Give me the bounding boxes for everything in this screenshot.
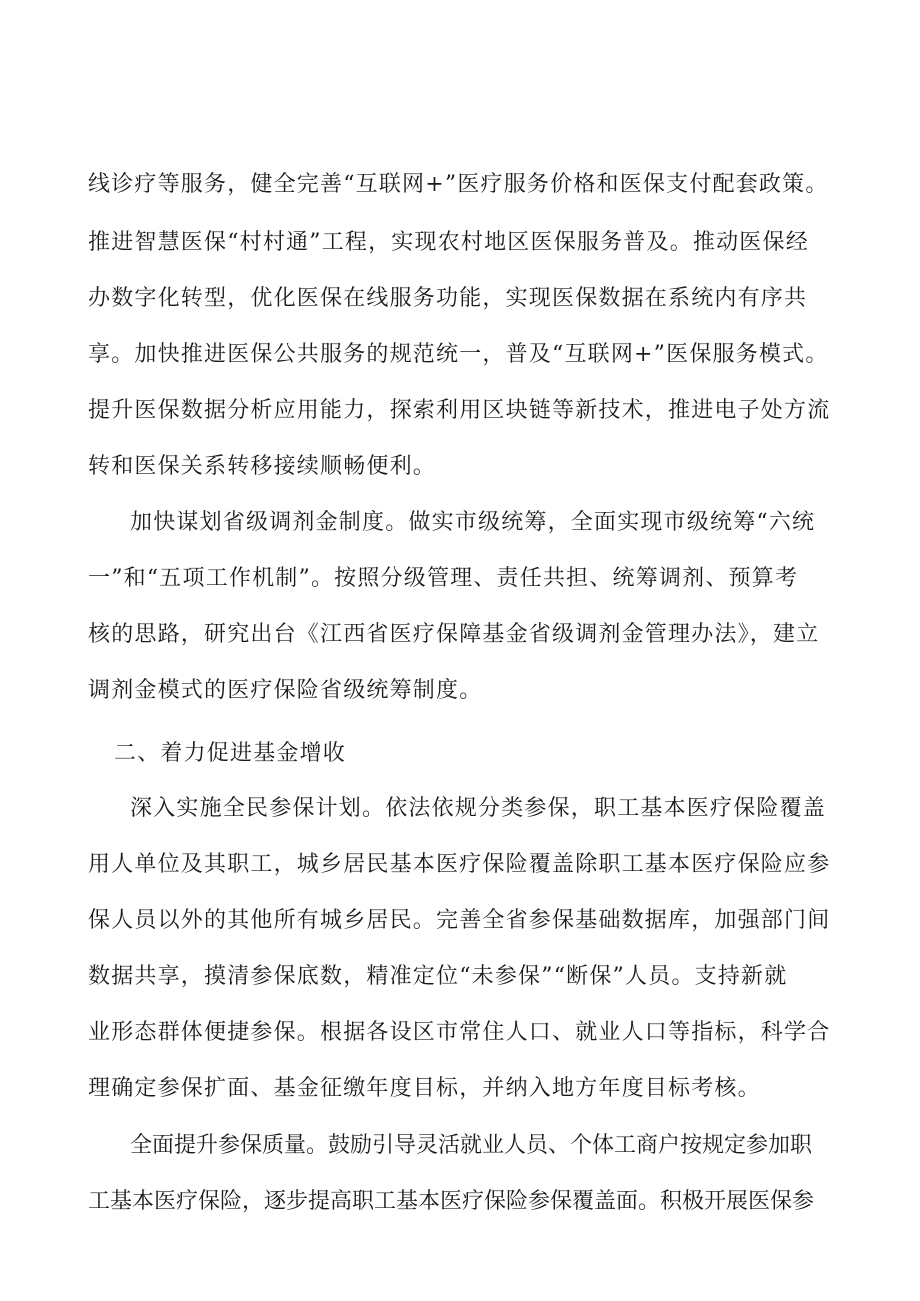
paragraph-line: 保人员以外的其他所有城乡居民。完善全省参保基础数据库，加强部门间 (88, 908, 831, 933)
paragraph-line: 全面提升参保质量。鼓励引导灵活就业人员、个体工商户按规定参加职 (130, 1133, 813, 1158)
paragraph-line: 加快谋划省级调剂金制度。做实市级统筹，全面实现市级统筹“六统 (130, 510, 816, 535)
paragraph-line: 用人单位及其职工，城乡居民基本医疗保险覆盖除职工基本医疗保险应参 (88, 852, 831, 877)
paragraph-line: 办数字化转型，优化医保在线服务功能，实现医保数据在系统内有序共 (88, 286, 808, 311)
paragraph-line: 提升医保数据分析应用能力，探索利用区块链等新技术，推进电子处方流 (88, 398, 831, 423)
paragraph-line: 核的思路，研究出台《江西省医疗保障基金省级调剂金管理办法》，建立 (88, 622, 820, 647)
paragraph-line: 业形态群体便捷参保。根据各设区市常住人口、就业人口等指标，科学合 (88, 1020, 831, 1045)
paragraph-line: 线诊疗等服务，健全完善“互联网+”医疗服务价格和医保支付配套政策。 (88, 172, 829, 197)
paragraph-line: 转和医保关系转移接续顺畅便利。 (88, 454, 437, 479)
paragraph-line: 工基本医疗保险，逐步提高职工基本医疗保险参保覆盖面。积极开展医保参 (88, 1189, 815, 1214)
paragraph-line: 一”和“五项工作机制”。按照分级管理、责任共担、统筹调剂、预算考 (88, 566, 799, 591)
paragraph-line: 推进智慧医保“村村通”工程，实现农村地区医保服务普及。推动医保经 (88, 230, 809, 255)
paragraph-line: 理确定参保扩面、基金征缴年度目标，并纳入地方年度目标考核。 (88, 1076, 761, 1101)
section-heading: 二、着力促进基金增收 (114, 741, 347, 766)
paragraph-line: 调剂金模式的医疗保险省级统筹制度。 (88, 678, 483, 703)
paragraph-line: 数据共享，摸清参保底数，精准定位“未参保”“断保”人员。支持新就 (88, 964, 788, 989)
paragraph-line: 深入实施全民参保计划。依法依规分类参保，职工基本医疗保险覆盖 (130, 796, 827, 821)
paragraph-line: 享。加快推进医保公共服务的规范统一，普及“互联网+”医保服务模式。 (88, 342, 829, 367)
